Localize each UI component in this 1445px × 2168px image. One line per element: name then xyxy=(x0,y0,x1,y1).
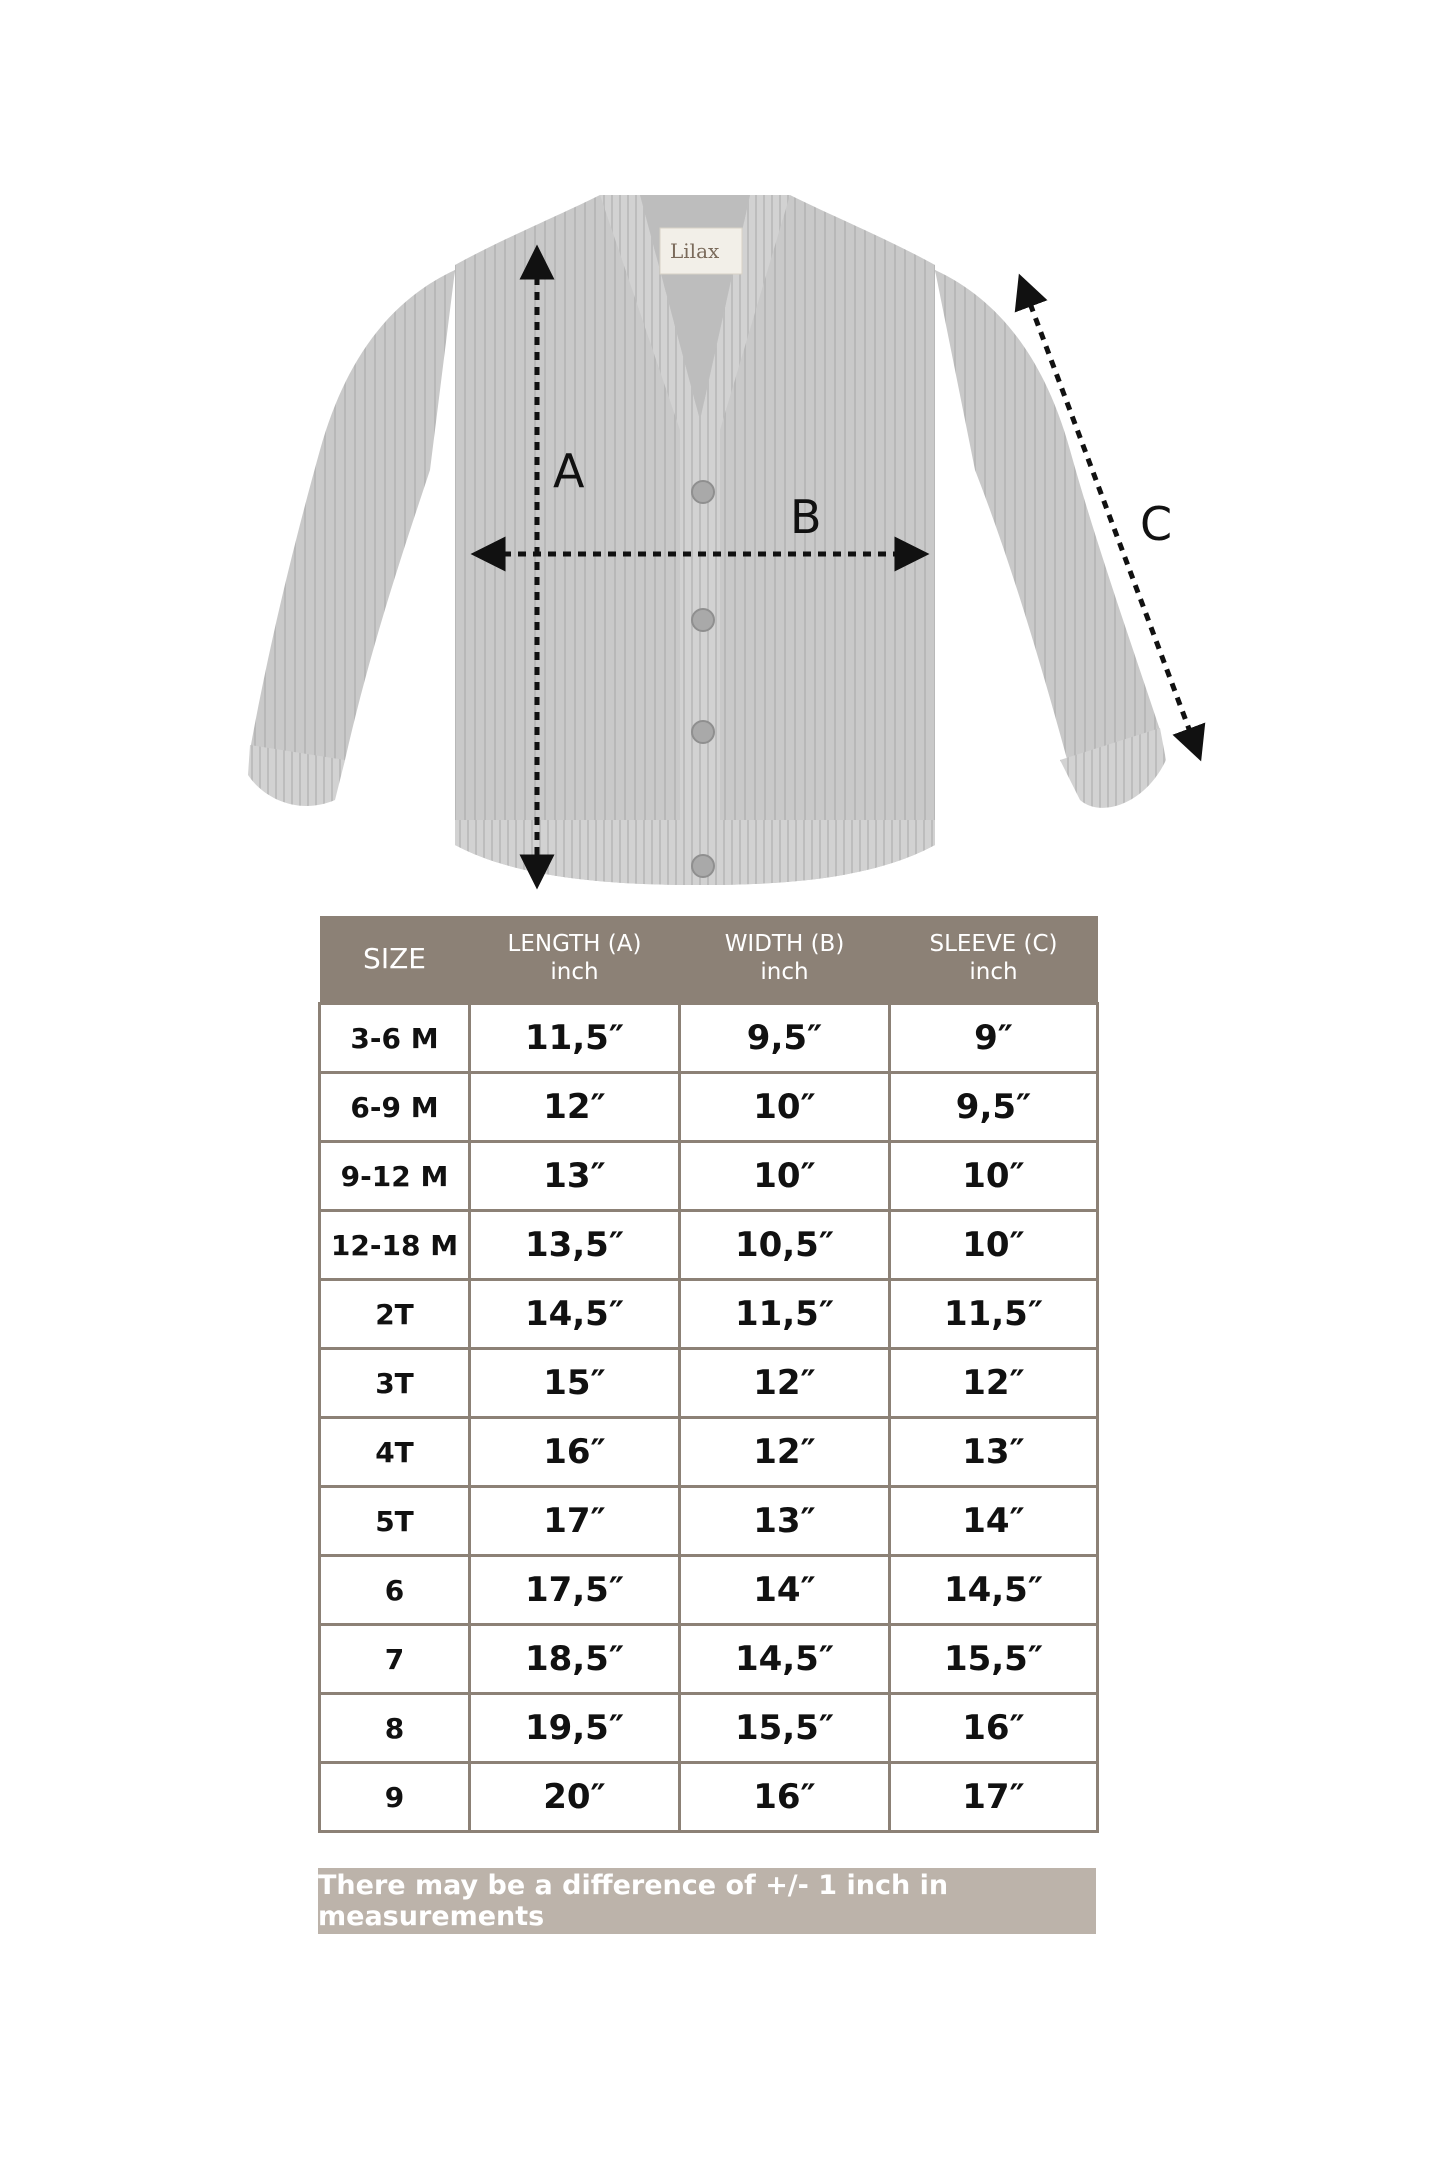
width-cell: 10,5″ xyxy=(680,1211,890,1280)
size-cell: 3-6 M xyxy=(320,1004,470,1073)
table-row xyxy=(320,1487,1098,1556)
width-cell: 9,5″ xyxy=(680,1004,890,1073)
button-1 xyxy=(692,481,714,503)
table-body xyxy=(320,1004,1098,1832)
header-width: WIDTH (B) inch xyxy=(680,916,890,1004)
size-cell: 6 xyxy=(320,1556,470,1625)
sleeve-cell: 15,5″ xyxy=(890,1625,1098,1694)
table-row xyxy=(320,1004,1098,1073)
sleeve-cell: 12″ xyxy=(890,1349,1098,1418)
length-cell: 15″ xyxy=(470,1349,680,1418)
table-row xyxy=(320,1418,1098,1487)
size-chart-table xyxy=(318,916,1099,1833)
label-c: C xyxy=(1140,497,1173,551)
left-sleeve xyxy=(250,270,455,802)
length-cell: 13,5″ xyxy=(470,1211,680,1280)
table-row xyxy=(320,1556,1098,1625)
table-row xyxy=(320,1211,1098,1280)
length-cell: 13″ xyxy=(470,1142,680,1211)
header-size: SIZE xyxy=(320,916,470,1004)
length-cell: 18,5″ xyxy=(470,1625,680,1694)
width-cell: 13″ xyxy=(680,1487,890,1556)
table-row xyxy=(320,1280,1098,1349)
sleeve-cell: 14″ xyxy=(890,1487,1098,1556)
button-4 xyxy=(692,855,714,877)
width-cell: 12″ xyxy=(680,1349,890,1418)
sleeve-cell: 9,5″ xyxy=(890,1073,1098,1142)
sleeve-cell: 11,5″ xyxy=(890,1280,1098,1349)
header-sleeve: SLEEVE (C) inch xyxy=(890,916,1098,1004)
sleeve-cell: 10″ xyxy=(890,1142,1098,1211)
width-cell: 12″ xyxy=(680,1418,890,1487)
sleeve-cell: 10″ xyxy=(890,1211,1098,1280)
size-cell: 2T xyxy=(320,1280,470,1349)
size-cell: 7 xyxy=(320,1625,470,1694)
length-cell: 19,5″ xyxy=(470,1694,680,1763)
length-cell: 20″ xyxy=(470,1763,680,1832)
sleeve-cell: 16″ xyxy=(890,1694,1098,1763)
length-cell: 14,5″ xyxy=(470,1280,680,1349)
size-cell: 4T xyxy=(320,1418,470,1487)
length-cell: 17,5″ xyxy=(470,1556,680,1625)
size-cell: 5T xyxy=(320,1487,470,1556)
size-cell: 12-18 M xyxy=(320,1211,470,1280)
width-cell: 10″ xyxy=(680,1073,890,1142)
table-row xyxy=(320,1142,1098,1211)
width-cell: 14,5″ xyxy=(680,1625,890,1694)
label-b: B xyxy=(790,490,822,544)
sleeve-cell: 17″ xyxy=(890,1763,1098,1832)
width-cell: 11,5″ xyxy=(680,1280,890,1349)
width-cell: 10″ xyxy=(680,1142,890,1211)
length-cell: 11,5″ xyxy=(470,1004,680,1073)
length-cell: 16″ xyxy=(470,1418,680,1487)
table-row xyxy=(320,1073,1098,1142)
size-cell: 8 xyxy=(320,1694,470,1763)
header-row xyxy=(320,916,1098,1004)
button-2 xyxy=(692,609,714,631)
table-row xyxy=(320,1625,1098,1694)
size-cell: 9-12 M xyxy=(320,1142,470,1211)
header-length: LENGTH (A) inch xyxy=(470,916,680,1004)
cardigan-illustration xyxy=(0,0,1445,900)
width-cell: 15,5″ xyxy=(680,1694,890,1763)
length-cell: 17″ xyxy=(470,1487,680,1556)
sleeve-cell: 9″ xyxy=(890,1004,1098,1073)
sleeve-cell: 14,5″ xyxy=(890,1556,1098,1625)
table-row xyxy=(320,1349,1098,1418)
label-a: A xyxy=(553,444,585,498)
logo-text: Lilax xyxy=(670,239,720,263)
size-cell: 9 xyxy=(320,1763,470,1832)
width-cell: 14″ xyxy=(680,1556,890,1625)
table-row xyxy=(320,1763,1098,1832)
table-row xyxy=(320,1694,1098,1763)
size-cell: 6-9 M xyxy=(320,1073,470,1142)
measurement-note: There may be a difference of +/- 1 inch in measurements xyxy=(318,1868,1096,1934)
sleeve-cell: 13″ xyxy=(890,1418,1098,1487)
width-cell: 16″ xyxy=(680,1763,890,1832)
size-cell: 3T xyxy=(320,1349,470,1418)
button-3 xyxy=(692,721,714,743)
length-cell: 12″ xyxy=(470,1073,680,1142)
